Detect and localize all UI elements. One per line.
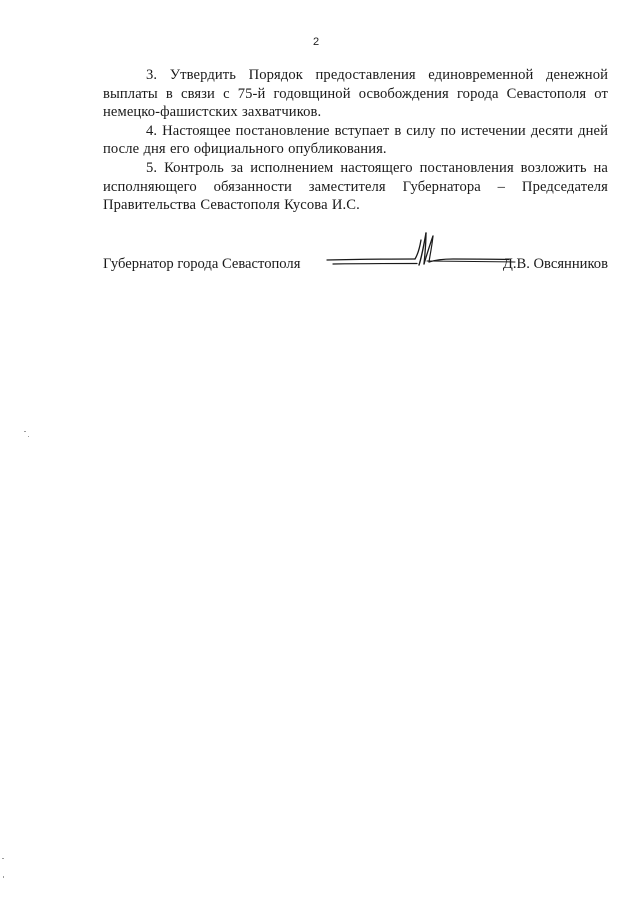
scan-speck — [3, 876, 4, 878]
document-body — [103, 66, 608, 215]
scan-speck — [2, 858, 4, 859]
signer-title: Губернатор города Севастополя — [103, 256, 301, 272]
paragraph-3: 3. Утвердить Порядок предоставления единовременной денежной выплаты в связи с 75-й годовщиной освобождения города Севастополя от немецко-фашистских захватчиков. — [103, 67, 608, 121]
signer-name: Д.В. Овсянников — [502, 256, 608, 272]
page-number: 2 — [312, 36, 320, 48]
paragraph-5: 5. Контроль за исполнением настоящего постановления возложить на исполняющего обязанности заместителя Губернатора – Председателя Правительства Севастополя Кусова И.С. — [103, 159, 608, 214]
handwritten-signature-icon — [323, 228, 523, 274]
paragraph-4: 4. Настоящее постановление вступает в силу по истечении десяти дней после дня его официального опубликования. — [103, 122, 608, 158]
scan-speck — [24, 431, 26, 432]
scan-speck — [28, 436, 29, 437]
